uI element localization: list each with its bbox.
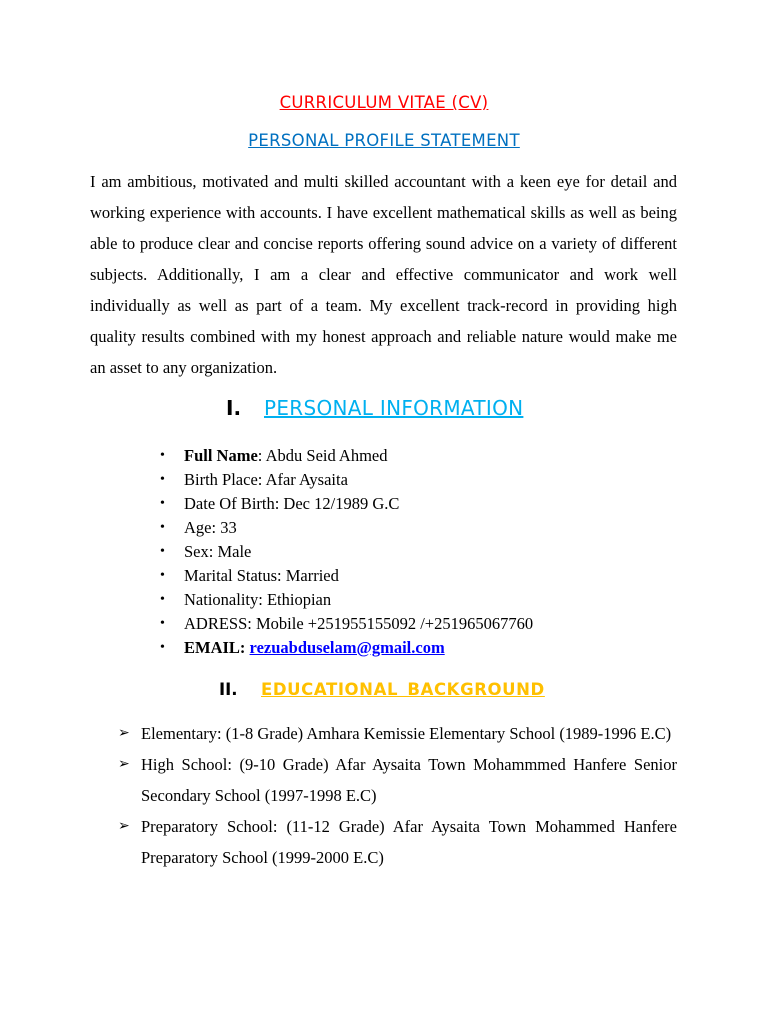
section-title: EDUCATIONAL BACKGROUND xyxy=(261,680,545,699)
list-item-sex xyxy=(160,540,533,564)
education-list xyxy=(118,718,677,873)
age: Age: 33 xyxy=(184,518,237,537)
sex: Sex: Male xyxy=(184,542,252,561)
bullet-icon: • xyxy=(160,544,165,559)
education-item-high-school xyxy=(118,749,677,811)
bullet-icon: • xyxy=(160,496,165,511)
bullet-icon: • xyxy=(160,448,165,463)
section-number: I. xyxy=(226,396,242,420)
full-name-value: : Abdu Seid Ahmed xyxy=(257,446,388,465)
birth-place: Birth Place: Afar Aysaita xyxy=(184,470,348,489)
bullet-icon: • xyxy=(160,472,165,487)
list-item-full-name xyxy=(160,444,533,468)
education-text: Elementary: (1-8 Grade) Amhara Kemissie Elementary School (1989-1996 E.C) xyxy=(141,724,672,743)
bullet-icon: • xyxy=(160,640,165,655)
bullet-icon: • xyxy=(160,520,165,535)
personal-info-list xyxy=(160,444,534,660)
profile-statement: I am ambitious, motivated and multi skilled accountant with a keen eye for detail and working experience with accounts. I have excellent mathematical skills as well as being able to produce clear and concise reports offering sound advice on a variety of different subjects. Additionally, I am a clear and effective communicator and work well individually as well as part of a team. My excellent track-record in providing high quality results combined with my honest approach and reliable nature would make me an asset to any organization. xyxy=(90,172,677,377)
education-text: High School: (9-10 Grade) Afar Aysaita Town Mohammmed Hanfere Senior Secondary School (1997-1998 E.C) xyxy=(141,755,677,805)
marital-status: Marital Status: Married xyxy=(184,566,339,585)
section-number: II. xyxy=(219,680,238,699)
education-item-elementary xyxy=(118,718,677,749)
nationality: Nationality: Ethiopian xyxy=(184,590,332,609)
cv-title: CURRICULUM VITAE (CV) xyxy=(279,93,489,112)
list-item-nationality xyxy=(160,588,533,612)
list-item-address xyxy=(160,612,534,636)
education-text: Preparatory School: (11-12 Grade) Afar Aysaita Town Mohammed Hanfere Preparatory School (1999-2000 E.C) xyxy=(141,817,677,867)
list-item-email xyxy=(160,636,533,660)
date-of-birth: Date Of Birth: Dec 12/1989 G.C xyxy=(184,494,400,513)
education-item-preparatory xyxy=(118,811,677,873)
email-link[interactable]: rezuabduselam@gmail.com xyxy=(249,638,445,657)
arrow-bullet-icon: ➢ xyxy=(118,726,130,741)
list-item-dob xyxy=(160,492,533,516)
list-item-marital-status xyxy=(160,564,533,588)
email-label: EMAIL: xyxy=(184,638,250,657)
bullet-icon: • xyxy=(160,616,165,631)
section-title: PERSONAL INFORMATION xyxy=(264,396,524,420)
full-name-label: Full Name xyxy=(184,446,258,465)
profile-heading: PERSONAL PROFILE STATEMENT xyxy=(248,131,520,150)
list-item-age xyxy=(160,516,533,540)
arrow-bullet-icon: ➢ xyxy=(118,757,130,772)
address: ADRESS: Mobile +251955155092 /+251965067760 xyxy=(184,614,534,633)
bullet-icon: • xyxy=(160,568,165,583)
section-personal-information-heading xyxy=(226,396,523,420)
bullet-icon: • xyxy=(160,592,165,607)
list-item-birth-place xyxy=(160,468,533,492)
arrow-bullet-icon: ➢ xyxy=(118,819,130,834)
section-educational-background-heading xyxy=(219,680,545,699)
